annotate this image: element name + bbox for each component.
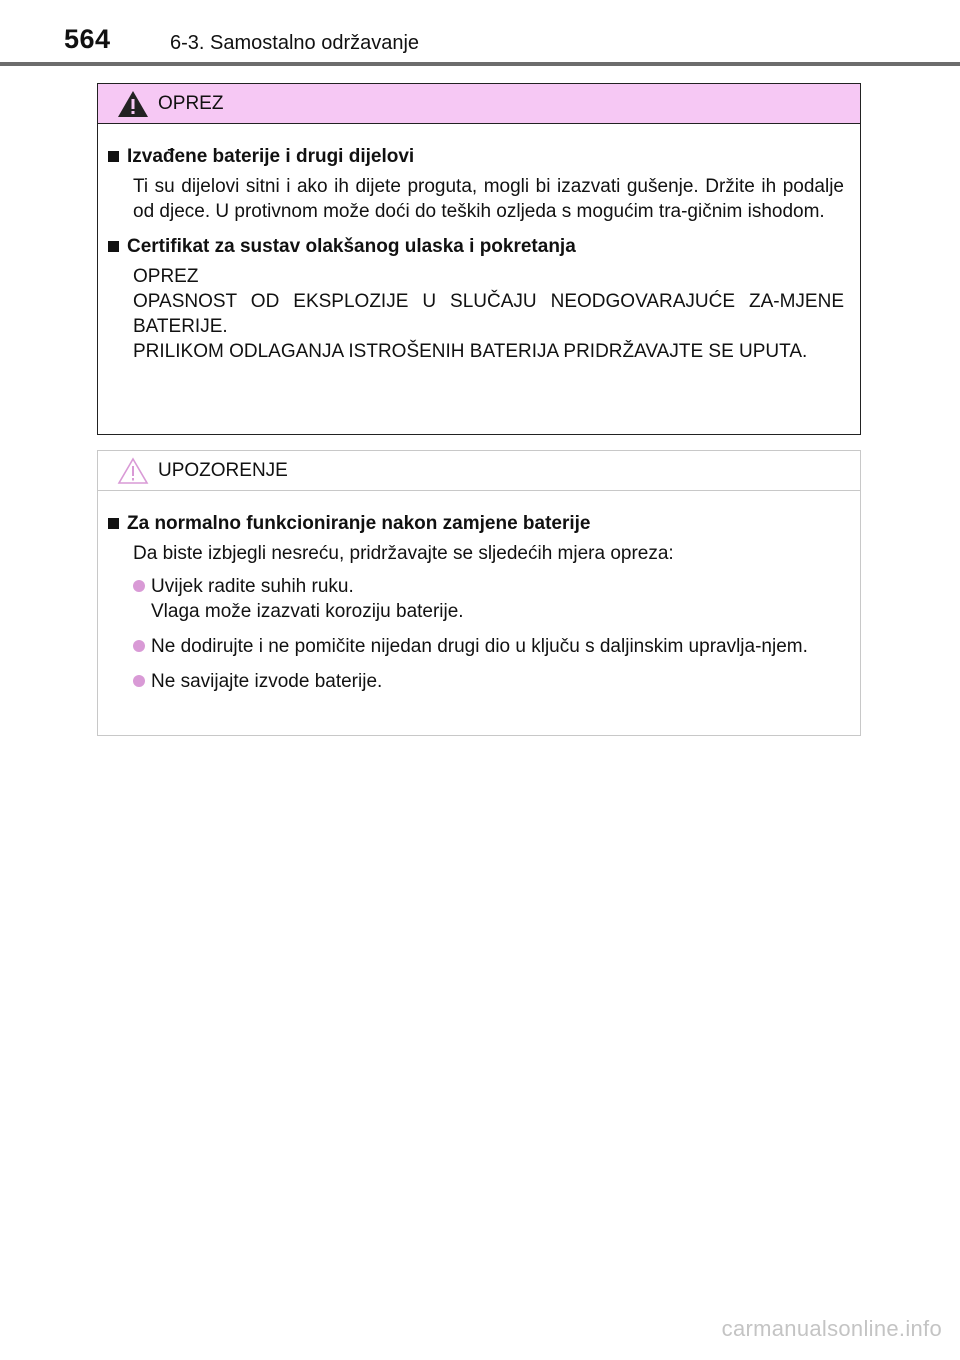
item-heading [106,234,844,260]
square-bullet-icon [108,518,119,529]
item-paragraph: Ti su dijelovi sitni i ako ih dijete proguta, mogli bi izazvati gušenje. Držite ih podalje od djece. U protivnom može doći do teških ozljeda s mogućim tra-gičnim ishodom. [133,176,844,222]
list-item-text [151,574,464,624]
list-item [133,634,844,659]
section-title: 6-3. Samostalno održavanje [170,32,420,54]
page-number: 564 [64,24,111,54]
square-bullet-icon [108,241,119,252]
warning-triangle-outline-icon [116,456,150,486]
paragraph-line: OPASNOST OD EKSPLOZIJE U SLUČAJU NEODGOVARAJUĆE ZA-MJENE BATERIJE. [133,291,844,337]
watermark: carmanualsonline.info [721,1316,942,1341]
paragraph-line: OPREZ [133,266,199,287]
square-bullet-icon [108,151,119,162]
page-header [0,0,960,68]
round-bullet-icon [133,580,145,592]
warning-box-header [98,451,860,491]
warning-box [97,450,861,736]
list-item [133,574,844,624]
item-heading-text: Za normalno funkcioniranje nakon zamjene baterije [127,513,591,534]
list-item-line: Uvijek radite suhih ruku. [151,576,354,597]
warning-box-title: UPOZORENJE [158,460,288,481]
header-rule [0,62,960,66]
caution-box-header [98,84,860,124]
item-heading-text: Certifikat za sustav olakšanog ulaska i pokretanja [127,236,576,257]
round-bullet-icon [133,640,145,652]
list-item-text: Ne savijajte izvode baterije. [151,671,383,692]
warning-triangle-filled-icon [116,89,150,119]
caution-box-body [98,124,860,364]
list-item-text: Ne dodirujte i ne pomičite nijedan drugi dio u ključu s daljinskim upravlja-njem. [151,636,808,657]
item-paragraph: Da biste izbjegli nesreću, pridržavajte se sljedećih mjera opreza: [133,543,674,564]
list-item-line: Vlaga može izazvati koroziju baterije. [151,601,464,622]
caution-box [97,83,861,435]
item-heading-text: Izvađene baterije i drugi dijelovi [127,146,415,167]
round-bullet-icon [133,675,145,687]
list-item [133,669,844,694]
caution-box-title: OPREZ [158,93,224,114]
item-heading [106,144,844,170]
item-heading [106,511,844,537]
warning-box-body [98,491,860,694]
item-paragraph [133,264,844,364]
paragraph-line: PRILIKOM ODLAGANJA ISTROŠENIH BATERIJA PRIDRŽAVAJTE SE UPUTA. [133,341,808,362]
